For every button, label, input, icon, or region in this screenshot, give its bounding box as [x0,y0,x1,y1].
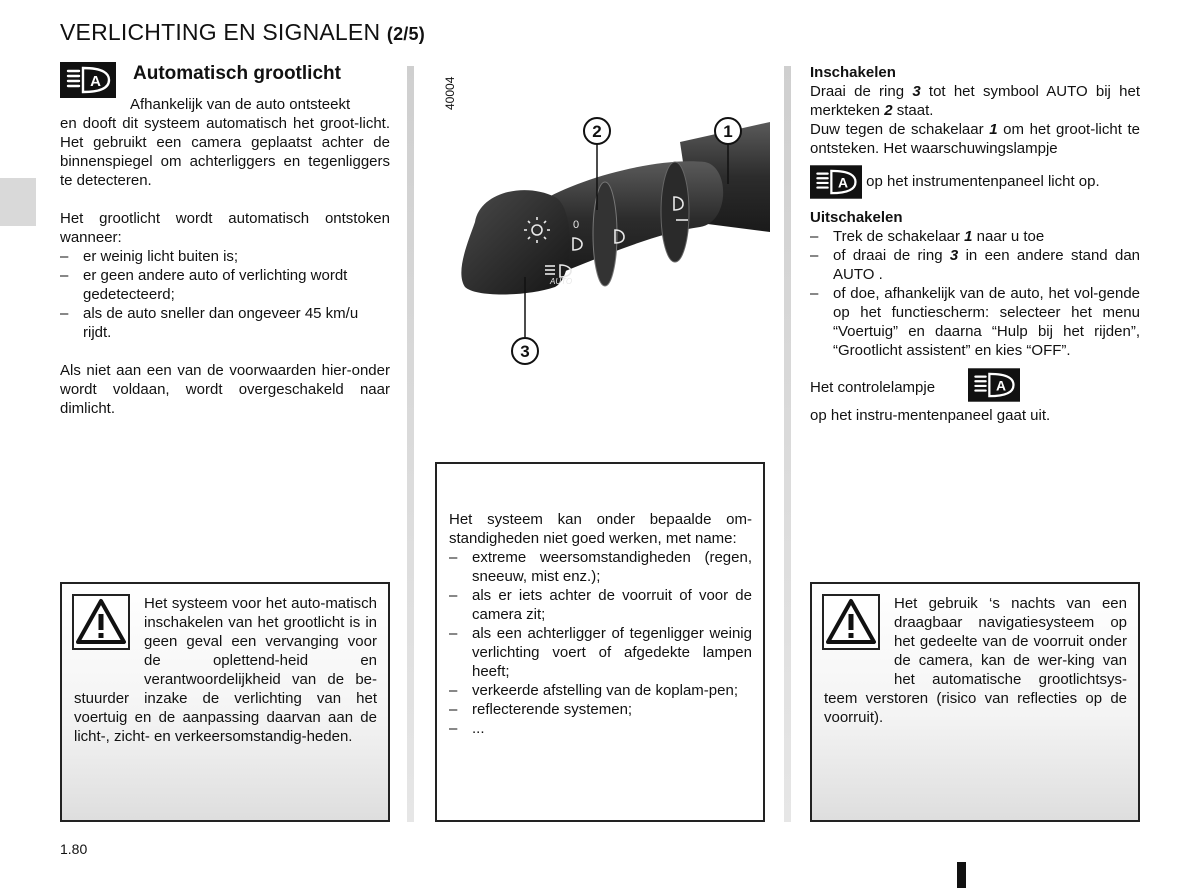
page-number: 1.80 [60,841,88,857]
callout-2: 2 [592,122,602,141]
chapter-tab [0,178,36,226]
auto-high-beam-icon [810,165,862,199]
warning-box-right [810,582,1140,822]
auto-high-beam-icon [60,62,116,98]
list-item: – verkeerde afstelling van de koplam-pen; [449,681,752,700]
stalk-auto-label: AUTO [550,277,573,286]
fallback-paragraph: Als niet aan een van de voorwaarden hier-onder wordt voldaan, wordt overgeschakeld naar dimlicht. [60,362,390,417]
svg-text:A: A [995,377,1006,394]
callout-1: 1 [723,122,733,141]
svg-text:A: A [837,174,848,191]
indicator-text-start: Het controlelampje [810,379,936,396]
warning-text-left: Het systeem voor het auto-matisch inschakelen van het grootlicht is in geen geval een vervanging voor de oplettend-heid en verantwoordelijkheid van de be-stuurder inzake de verlichting van het voertuig en de aanpassing daarvan aan de licht-, zicht- en verkeersomstandig-heden. [74,595,377,745]
switch-on-step3: A op het instrumentenpaneel licht op. [810,164,1140,200]
note-intro: Het systeem kan onder bepaalde om-standigheden niet goed werken, met name: [449,511,752,547]
switch-on-step2: Duw tegen de schakelaar 1 om het groot-licht te ontsteken. Het waarschuwingslampje [810,121,1141,157]
page-title-text: VERLICHTING EN SIGNALEN [60,19,381,45]
page-title-part: (2/5) [386,24,425,44]
switch-on-heading: Inschakelen [810,64,896,81]
stalk-zero-label: 0 [573,219,580,231]
note-box [435,462,765,822]
list-item: – of doe, afhankelijk van de auto, het vol-gende op het functiescherm: selecteer het menu “Voertuig” en daarna “Hulp bij het rijden”, “Grootlicht assistent” en kies “OFF”. [810,284,1140,360]
switch-off-heading: Uitschakelen [810,209,903,226]
note-list [449,548,752,738]
intro-paragraph: en dooft dit systeem automatisch het groot-licht. Het gebruikt een camera geplaatst achter de binnenspiegel om achterliggers en tegenliggers te detecteren. [60,115,390,189]
indicator-paragraph [810,368,1140,408]
list-item: – als de auto sneller dan ongeveer 45 km/u rijdt. [60,304,390,342]
list-item: – ... [449,719,752,738]
list-item: – er weinig licht buiten is; [60,247,390,266]
column-divider-right [784,66,791,822]
list-item: – reflecterende systemen; [449,700,752,719]
switch-off-list [810,227,1140,360]
intro-first-line: Afhankelijk van de auto ontsteekt [130,96,351,113]
page-edge-marker [957,862,966,888]
list-item: – extreme weersomstandigheden (regen, sneeuw, mist enz.); [449,548,752,586]
list-item: – er geen andere auto of verlichting wordt gedetecteerd; [60,266,390,304]
conditions-list [60,247,390,342]
svg-text:A: A [90,73,101,90]
list-item: – of draai de ring 3 in een andere stand dan AUTO . [810,246,1140,284]
indicator-text-rest: op het instru-mentenpaneel gaat uit. [810,407,1051,424]
auto-high-beam-icon [968,368,1020,402]
warning-box-left [60,582,390,822]
list-item: – als er iets achter de voorruit of voor de camera zit; [449,586,752,624]
switch-on-step1: Draai de ring 3 tot het symbool AUTO bij het merkteken 2 staat. [810,83,1140,119]
section-heading: Automatisch grootlicht [133,63,341,84]
figure-reference: 40004 [443,76,457,110]
list-item: – als een achterligger of tegenligger weinig verlichting voert of afgedekte lampen heeft; [449,624,752,681]
page-title [60,18,425,48]
callout-3: 3 [520,342,530,361]
warning-text-right: Het gebruik ‘s nachts van een draagbaar navigatiesysteem op het gedeelte van de voorruit onder de camera, kan de wer-king van het automatische grootlichtsys-teem verstoren (risico van reflecties op de voorruit). [824,595,1127,726]
conditions-intro: Het grootlicht wordt automatisch ontstoken wanneer: [60,210,390,246]
stalk-illustration [430,62,770,452]
column-divider-left [407,66,414,822]
list-item: – Trek de schakelaar 1 naar u toe [810,227,1140,246]
